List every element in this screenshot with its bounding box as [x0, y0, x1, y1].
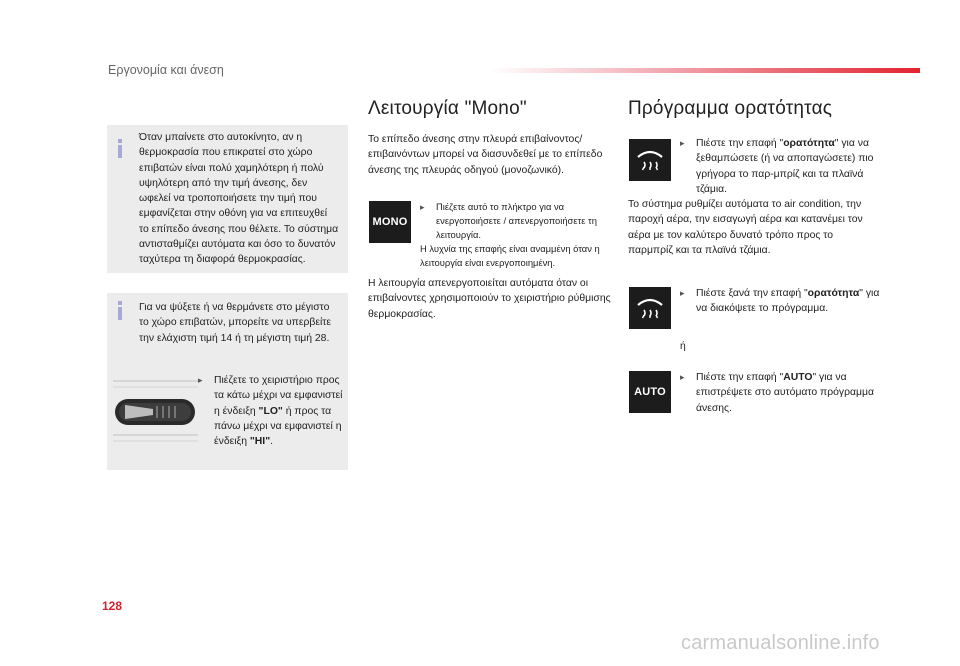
page-number: 128 [102, 599, 123, 613]
bullet-arrow-icon: ▸ [198, 375, 203, 385]
vis-b1-bold: ορατότητα [783, 138, 835, 149]
header-accent-line [490, 68, 920, 73]
bullet-arrow-icon: ▸ [680, 372, 685, 382]
bullet-arrow-icon: ▸ [680, 138, 685, 148]
lo-hi-instruction [198, 373, 346, 449]
or-separator: ή [680, 341, 686, 352]
visibility-description: Το σύστημα ρυθμίζει αυτόματα το air condition, την παροχή αέρα, την εισαγωγή αέρα και κατανέμει τον αέρα με τον καλύτερο δυνατό τρόπο προς το παρμπρίζ και τα πλαϊνά τζάμια. [628, 199, 863, 256]
defrost-icon [629, 287, 671, 329]
vis-b1-text-2: " για να ξεθαμπώσετε (ή να αποπαγώσετε) πιο γρήγορα το παρ-μπρίζ και τα πλαϊνά τζάμια. [696, 138, 874, 195]
watermark: carmanualsonline.info [681, 632, 880, 654]
visibility-instruction-1 [680, 136, 880, 197]
temperature-control-illustration [113, 371, 198, 459]
vis-b2-text-2: " για να διακόψετε το πρόγραμμα. [696, 288, 880, 315]
mono-heading: Λειτουργία "Mono" [368, 98, 527, 119]
mono-intro: Το επίπεδο άνεσης στην πλευρά επιβαίνοντος/επιβαινόντων μπορεί να διασυνδεθεί με το επίπεδο άνεσης της πλευράς οδηγού (μονοζωνικό). [368, 134, 603, 176]
lo-hi-text-1: Πιέζετε το χειριστήριο προς τα κάτω μέχρι να εμφανιστεί η ένδειξη [214, 375, 343, 417]
mono-outro: Η λειτουργία απενεργοποιείται αυτόματα όταν οι επιβαίνοντες χρησιμοποιούν το χειριστήριο ρύθμισης θερμοκρασίας. [368, 278, 611, 320]
bullet-arrow-icon: ▸ [680, 288, 685, 298]
info-text-comfort: Όταν μπαίνετε στο αυτοκίνητο, αν η θερμοκρασία που επικρατεί στο χώρο επιβατών είναι πολύ χαμηλότερη ή πολύ υψηλότερη από την τιμή άνεσης, δεν ωφελεί να τροποποιήσετε την τιμή που εμφανίζεται στην οθόνη για να επιτευχθεί το επίπεδο άνεσης που θέλετε. Το σύστημα αντισταθμίζει αυτόματα και όσο το δυνατόν ταχύτερα τη διαφορά θερμοκρασίας. [139, 132, 339, 266]
defrost-icon [629, 139, 671, 181]
vis-b2-bold: ορατότητα [807, 288, 860, 299]
info-icon [118, 139, 122, 158]
visibility-instruction-2 [680, 286, 880, 317]
bullet-arrow-icon: ▸ [420, 202, 425, 212]
hi-label: "HI" [249, 436, 271, 448]
mono-button-label: MONO [372, 216, 408, 228]
info-icon [118, 301, 122, 320]
vis-b3-bold: AUTO [783, 372, 813, 383]
lo-hi-text-3: . [270, 436, 274, 448]
lo-label: "LO" [258, 405, 283, 417]
vis-b1-text-1: Πιέστε την επαφή " [696, 138, 784, 149]
mono-bullet-text: Πιέζετε αυτό το πλήκτρο για να ενεργοποιήσετε / απενεργοποιήσετε τη λειτουργία. [436, 201, 597, 240]
section-title: Εργονομία και άνεση [108, 63, 224, 77]
auto-button-icon [629, 371, 671, 413]
info-box-comfort [107, 125, 348, 273]
auto-button-label: AUTO [634, 386, 666, 398]
info-text-max: Για να ψύξετε ή να θερμάνετε στο μέγιστο το χώρο επιβατών, μπορείτε να υπερβείτε την ελάχιστη τιμή 14 ή τη μέγιστη τιμή 28. [139, 302, 332, 344]
vis-b3-text-1: Πιέστε την επαφή " [696, 372, 784, 383]
vis-b2-text-1: Πιέστε ξανά την επαφή " [696, 288, 808, 299]
visibility-instruction-3 [680, 370, 880, 416]
lo-hi-text-2: ή προς τα πάνω μέχρι να εμφανιστεί η ένδειξη [214, 405, 342, 448]
mono-lamp-text: Η λυχνία της επαφής είναι αναμμένη όταν η λειτουργία είναι ενεργοποιημένη. [420, 243, 600, 268]
mono-button-icon [369, 201, 411, 243]
mono-instruction [420, 200, 620, 270]
visibility-heading: Πρόγραμμα ορατότητας [628, 98, 833, 119]
vis-b3-text-2: " για να επιστρέψετε στο αυτόματο πρόγραμμα άνεσης. [696, 372, 875, 414]
